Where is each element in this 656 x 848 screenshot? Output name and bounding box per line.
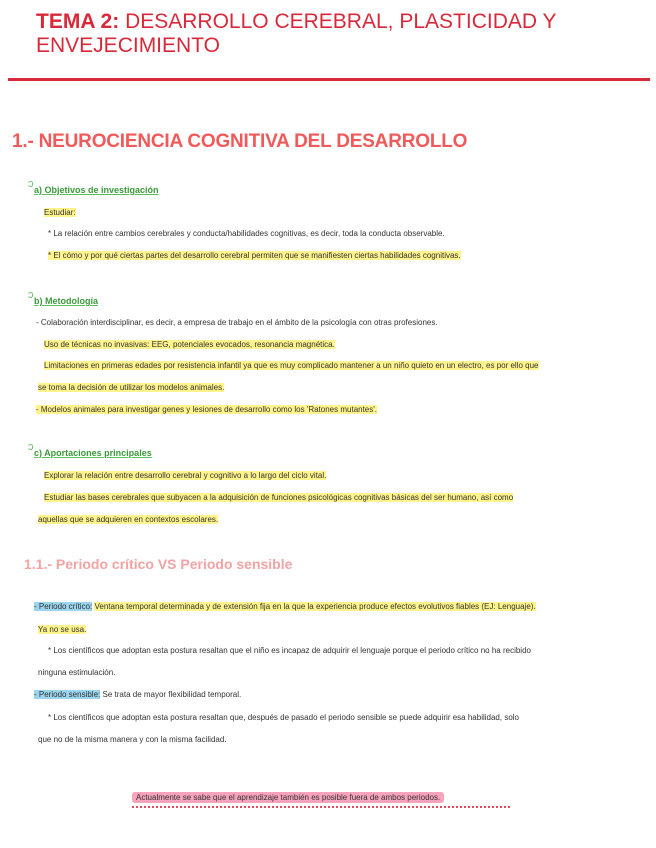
section-heading-1-1: 1.1.- Periodo crítico VS Periodo sensible bbox=[24, 556, 293, 572]
text-line: - Periodo sensible: Se trata de mayor flexibilidad temporal. bbox=[34, 690, 242, 699]
text-line: * La relación entre cambios cerebrales y conducta/habilidades cognitivas, es decir, toda la conducta observable. bbox=[48, 229, 445, 238]
tema-label: TEMA 2: bbox=[36, 10, 120, 33]
title-divider bbox=[8, 78, 650, 81]
text-line: - Periodo crítico: Ventana temporal determinada y de extensión fija en la que la experiencia produce efectos evolutivos fiables (EJ: Lenguaje). bbox=[34, 602, 536, 611]
text-line: Estudiar: bbox=[44, 208, 76, 217]
text-line: - Modelos animales para investigar genes y lesiones de desarrollo como los 'Ratones mutantes'. bbox=[36, 405, 378, 414]
footer-note: Actualmente se sabe que el aprendizaje también es posible fuera de ambos periodos. bbox=[132, 792, 444, 803]
text-line: Ya no se usa. bbox=[38, 625, 87, 634]
title-text: DESARROLLO CEREBRAL, PLASTICIDAD Y bbox=[125, 10, 557, 33]
subsection-heading-objetivos: ↄ a) Objetivos de investigación bbox=[28, 178, 159, 195]
text-line: Estudiar las bases cerebrales que subyacen a la adquisición de funciones psicológicas cognitivas básicas del ser humano, así como bbox=[44, 493, 514, 502]
text-line: * Los científicos que adoptan esta postura resaltan que el niño es incapaz de adquirir el lenguaje porque el periodo crítico no ha recibido bbox=[48, 646, 531, 655]
curl-icon: ↄ bbox=[28, 289, 34, 301]
text-line: aquellas que se adquieren en contextos escolares. bbox=[38, 515, 219, 524]
title-line2: ENVEJECIMIENTO bbox=[36, 34, 220, 57]
text-line: * Los científicos que adoptan esta postura resaltan que, después de pasado el periodo sensible se puede adquirir esa habilidad, solo bbox=[48, 713, 519, 722]
term-periodo-sensible: - Periodo sensible: bbox=[34, 690, 101, 699]
text-line: * El cómo y por qué ciertas partes del desarrollo cerebral permiten que se manifiesten ciertas habilidades cognitivas. bbox=[48, 251, 461, 260]
text-line: - Colaboración interdisciplinar, es decir, a empresa de trabajo en el ámbito de la psicología con otras profesiones. bbox=[36, 318, 438, 327]
text-line: Limitaciones en primeras edades por resistencia infantil ya que es muy complicado mantener a un niño quieto en un electro, es por ello que bbox=[44, 361, 539, 370]
term-periodo-critico: - Periodo crítico: bbox=[34, 602, 93, 611]
text-line: que no de la misma manera y con la misma facilidad. bbox=[38, 735, 227, 744]
text-line: Explorar la relación entre desarrollo cerebral y cognitivo a lo largo del ciclo vital. bbox=[44, 471, 327, 480]
text-line: se toma la decisión de utilizar los modelos animales. bbox=[38, 383, 225, 392]
text-line: Uso de técnicas no invasivas: EEG, potenciales evocados, resonancia magnética. bbox=[44, 340, 335, 349]
subsection-heading-aportaciones: ↄ c) Aportaciones principales bbox=[28, 441, 152, 458]
text-line: ninguna estimulación. bbox=[38, 668, 116, 677]
section-heading-1: 1.- NEUROCIENCIA COGNITIVA DEL DESARROLLO bbox=[12, 131, 468, 152]
page-title bbox=[36, 10, 636, 58]
footer-note-underline bbox=[132, 806, 510, 808]
subsection-heading-metodologia: ↄ b) Metodología bbox=[28, 289, 98, 306]
curl-icon: ↄ bbox=[28, 441, 34, 453]
curl-icon: ↄ bbox=[28, 178, 34, 190]
